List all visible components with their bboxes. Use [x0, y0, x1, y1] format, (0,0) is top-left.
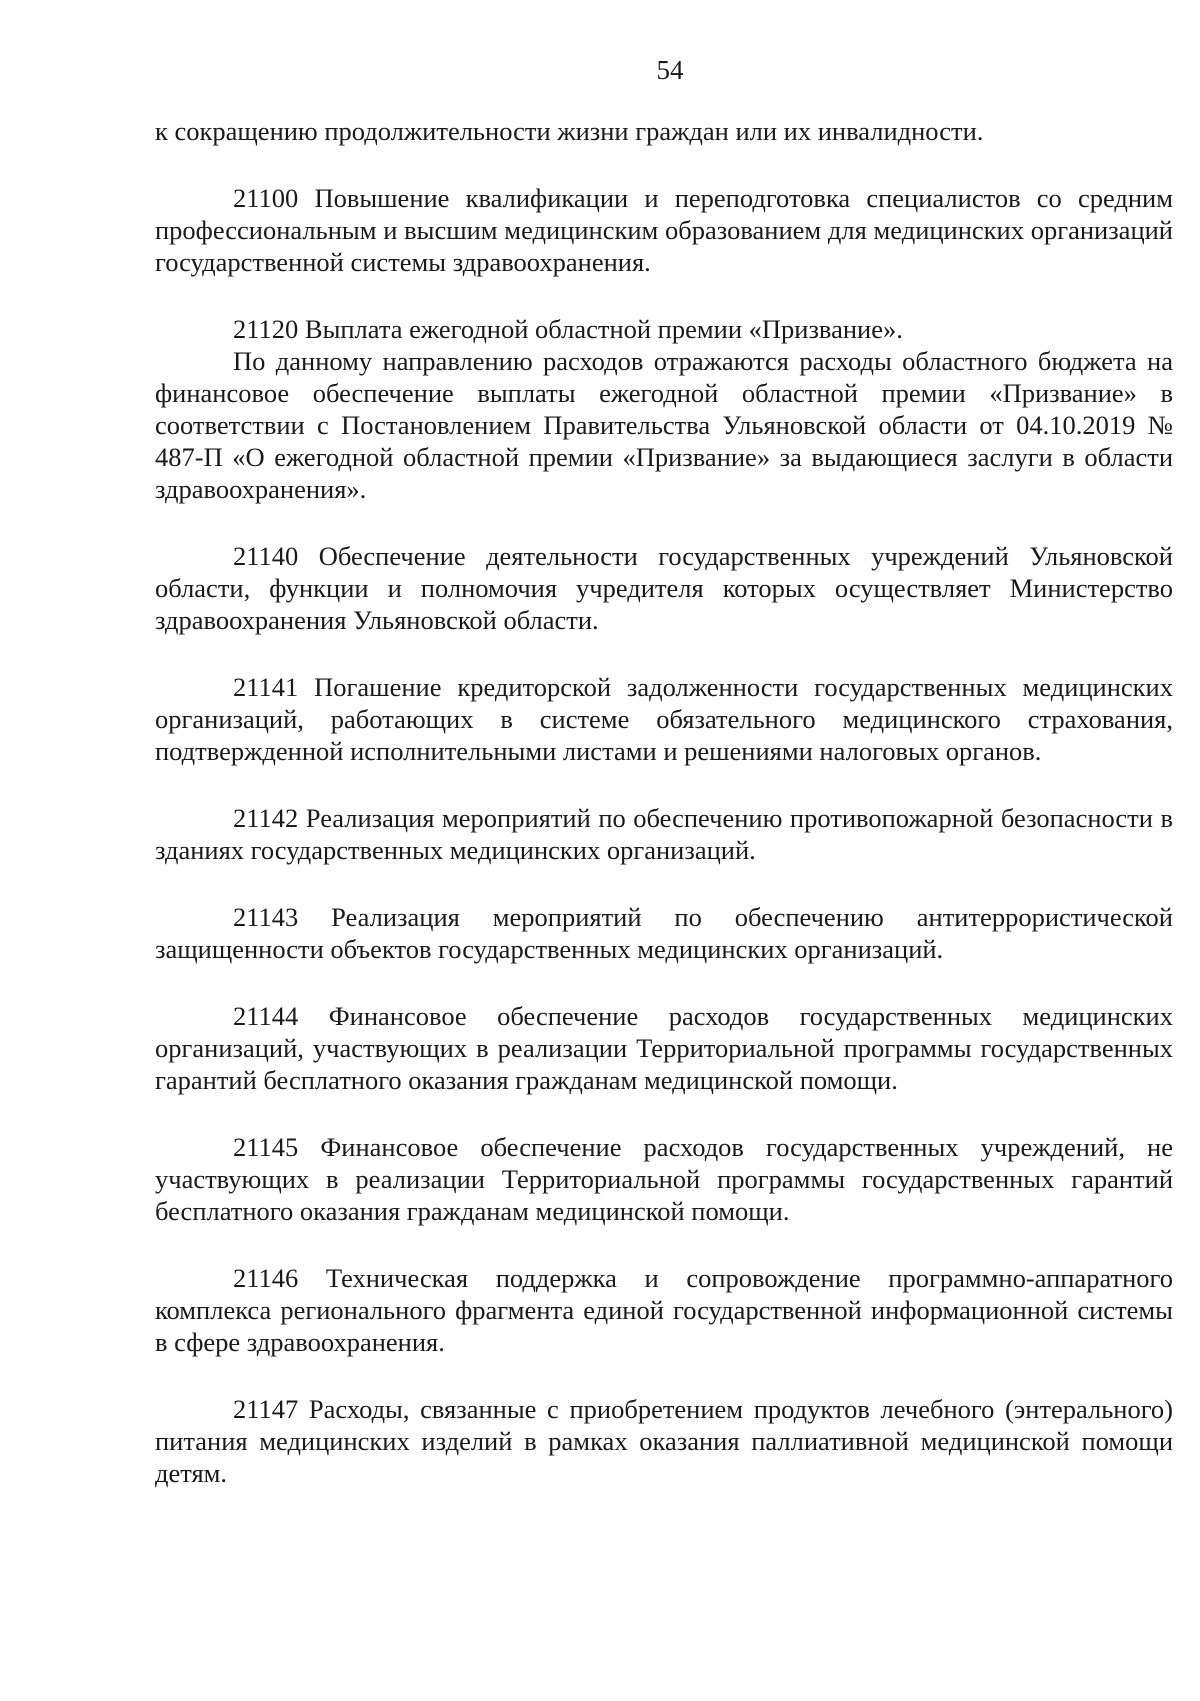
paragraph-21145: 21145 Финансовое обеспечение расходов государственных учреждений, не участвующих в реализации Территориальной программы государственных гарантий бесплатного оказания гражданам медицинской помощи.: [155, 1132, 1173, 1226]
paragraph-21140: 21140 Обеспечение деятельности государственных учреждений Ульяновской области, функции и полномочия учредителя которых осуществляет Министерство здравоохранения Ульяновской области.: [155, 541, 1173, 635]
paragraph-21120-description: По данному направлению расходов отражаются расходы областного бюджета на финансовое обеспечение выплаты ежегодной областной премии «Призвание» в соответствии с Постановлением Правительства Ульяновской области от 04.10.2019 № 487-П «О ежегодной областной премии «Призвание» за выдающиеся заслуги в области здравоохранения».: [155, 346, 1173, 504]
paragraph-continuation: к сокращению продолжительности жизни граждан или их инвалидности.: [155, 116, 984, 146]
document-body: [155, 115, 1173, 1489]
paragraph-21146: 21146 Техническая поддержка и сопровождение программно-аппаратного комплекса регионального фрагмента единой государственной информационной системы в сфере здравоохранения.: [155, 1263, 1173, 1357]
paragraph-21144: 21144 Финансовое обеспечение расходов государственных медицинских организаций, участвующих в реализации Территориальной программы государственных гарантий бесплатного оказания гражданам медицинской помощи.: [155, 1001, 1173, 1095]
paragraph-21143: 21143 Реализация мероприятий по обеспечению антитеррористической защищенности объектов государственных медицинских организаций.: [155, 902, 1173, 964]
paragraph-21120: 21120 Выплата ежегодной областной премии «Призвание».: [233, 314, 903, 344]
paragraph-21100: 21100 Повышение квалификации и переподготовка специалистов со средним профессиональным и высшим медицинским образованием для медицинских организаций государственной системы здравоохранения.: [155, 183, 1173, 277]
paragraph-21142: 21142 Реализация мероприятий по обеспечению противопожарной безопасности в зданиях государственных медицинских организаций.: [155, 803, 1173, 865]
paragraph-21141: 21141 Погашение кредиторской задолженности государственных медицинских организаций, работающих в системе обязательного медицинского страхования, подтвержденной исполнительными листами и решениями налоговых органов.: [155, 672, 1173, 766]
page-number: 54: [656, 55, 684, 85]
paragraph-21147: 21147 Расходы, связанные с приобретением продуктов лечебного (энтерального) питания медицинских изделий в рамках оказания паллиативной медицинской помощи детям.: [155, 1394, 1173, 1488]
